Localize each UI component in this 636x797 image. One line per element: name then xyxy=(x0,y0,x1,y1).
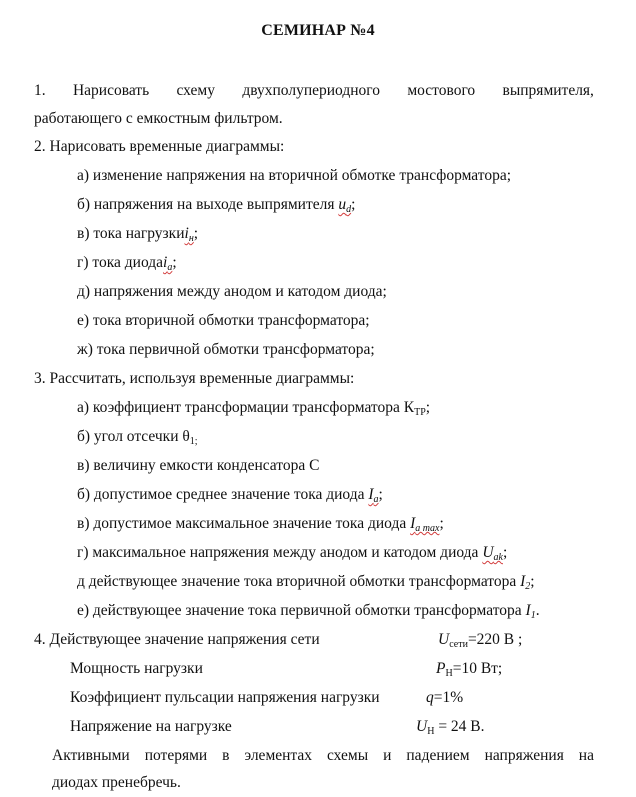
item3-d: б) допустимое среднее значение тока диода Ia; xyxy=(77,486,383,505)
item1-line1 xyxy=(34,76,594,105)
item4-row4-label: Напряжение на нагрузке xyxy=(70,718,232,735)
word: Нарисовать xyxy=(72,82,150,99)
item3-b: б) угол отсечки $\theta_{1;}$ xyxy=(77,428,198,447)
item4-row2-value: $P_Н=10$ Вт; xyxy=(436,660,503,679)
word: потерями xyxy=(144,747,208,764)
word: элементах xyxy=(244,747,313,764)
item3-e: в) допустимое максимальное значение тока диода Ia max; xyxy=(77,515,444,534)
word: и xyxy=(383,747,392,764)
item3-a: а) коэффициент трансформации трансформатора $К_{ТР}$; xyxy=(77,399,431,418)
word: 1. xyxy=(34,82,46,99)
item2-e: д) напряжения между анодом и катодом диода; xyxy=(77,283,387,300)
word: Активными xyxy=(52,747,130,764)
note-line1 xyxy=(52,741,594,770)
item2-a: а) изменение напряжения на вторичной обмотке трансформатора; xyxy=(77,167,512,184)
item4-row4-value: $U_Н = 24$ В. xyxy=(416,718,485,737)
item2-f: е) тока вторичной обмотки трансформатора; xyxy=(77,312,370,329)
item2-g: ж) тока первичной обмотки трансформатора; xyxy=(77,341,375,358)
item2-c: в) тока нагрузкиiн; xyxy=(77,225,199,244)
item2-d: г) тока диодаia; xyxy=(77,254,177,273)
item3-f: г) максимальное напряжения между анодом и катодом диода Uak; xyxy=(77,544,508,563)
word: схемы xyxy=(327,747,369,764)
item4-row3-value: q=1% xyxy=(426,689,464,706)
item2-b: б) напряжения на выходе выпрямителя ud; xyxy=(77,196,356,215)
word: схему xyxy=(176,82,215,99)
item1-line2: работающего с емкостным фильтром. xyxy=(34,110,283,127)
item4-row2-label: Мощность нагрузки xyxy=(70,660,203,677)
word: в xyxy=(222,747,230,764)
item4-row1-label: 4. Действующее значение напряжения сети xyxy=(34,631,320,648)
item3-c: в) величину емкости конденсатора С xyxy=(77,457,320,474)
word: двухполупериодного xyxy=(242,82,381,99)
word: выпрямителя, xyxy=(502,82,594,99)
item3-h: е) действующее значение тока первичной обмотки трансформатора I1. xyxy=(77,602,540,621)
item3-g: д действующее значение тока вторичной обмотки трансформатора I2; xyxy=(77,573,535,592)
word: на xyxy=(578,747,594,764)
word: падением xyxy=(406,747,470,764)
word: напряжения xyxy=(484,747,564,764)
item4-row1-value: $U_{сети}=220$ В ; xyxy=(438,631,523,650)
page-title: СЕМИНАР №4 xyxy=(261,22,375,39)
item2-heading: 2. Нарисовать временные диаграммы: xyxy=(34,138,285,155)
note-line2: диодах пренебречь. xyxy=(52,774,181,791)
item4-row3-label: Коэффициент пульсации напряжения нагрузки xyxy=(70,689,380,706)
item3-heading: 3. Рассчитать, используя временные диаграммы: xyxy=(34,370,355,387)
word: мостового xyxy=(407,82,476,99)
